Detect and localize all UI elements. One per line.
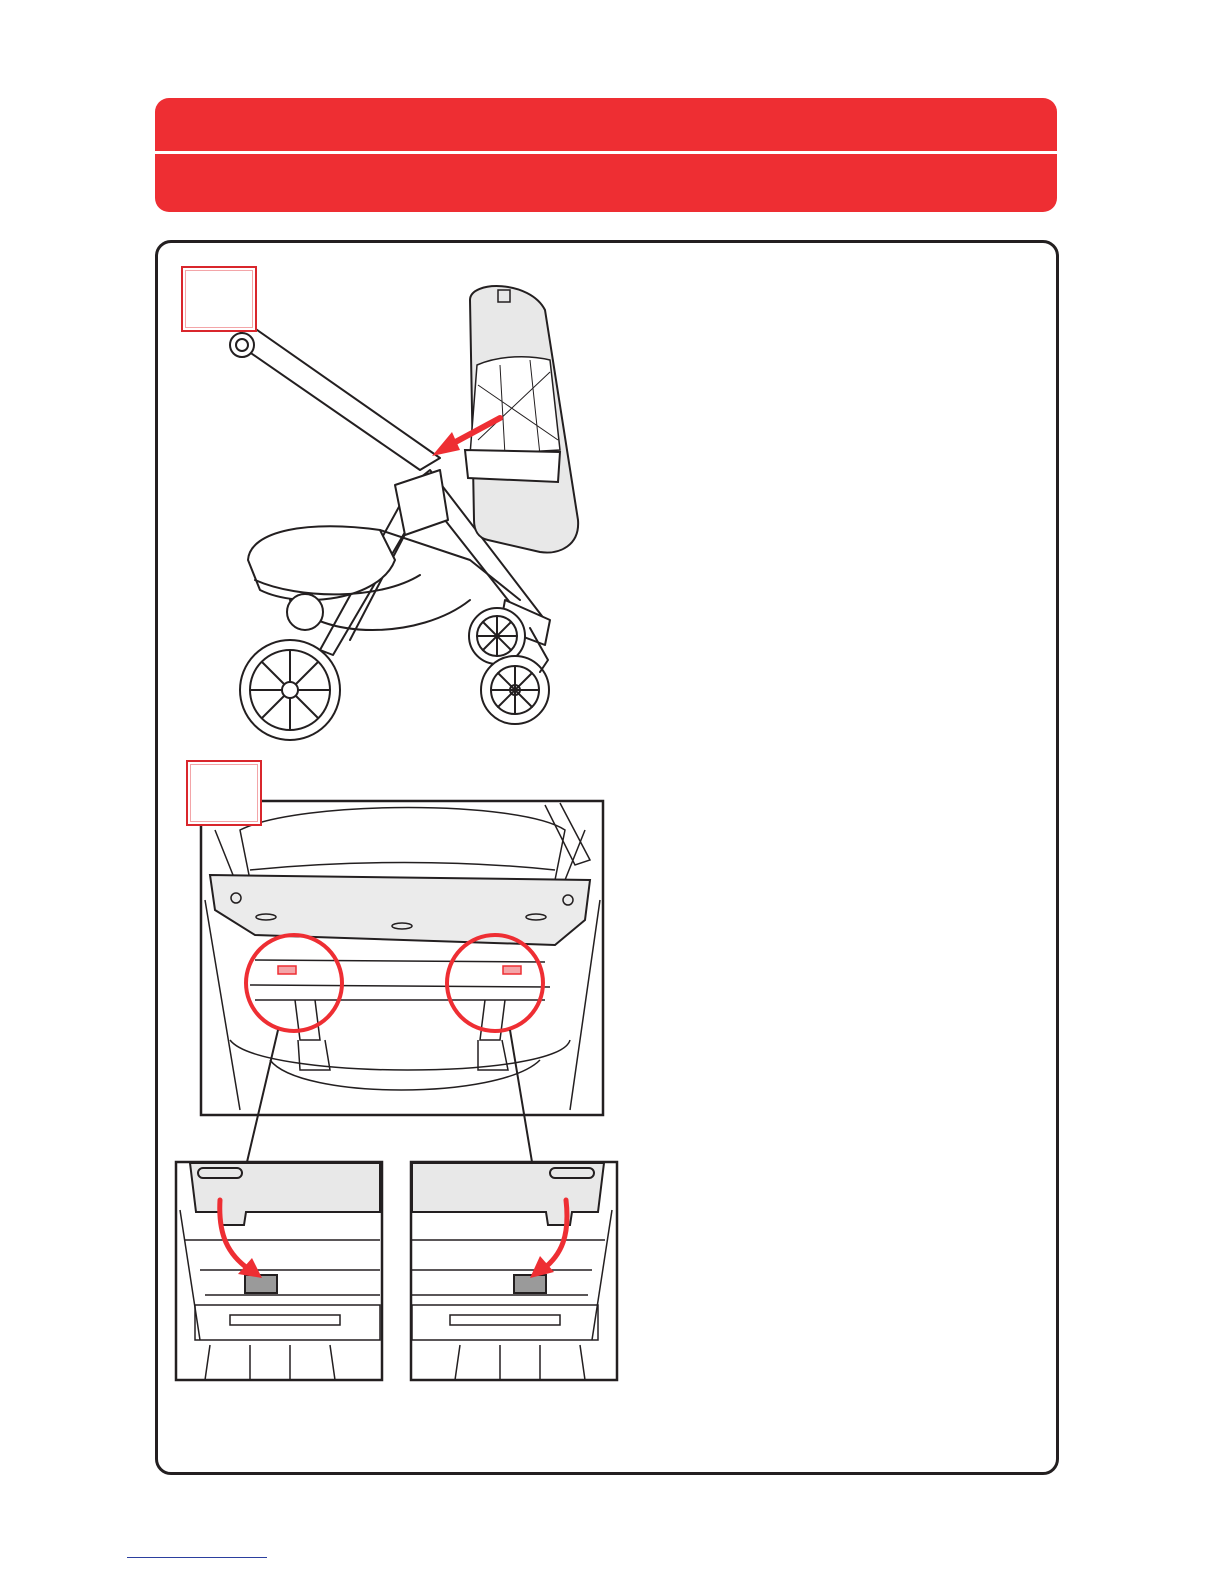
footer-rule — [127, 1557, 267, 1558]
